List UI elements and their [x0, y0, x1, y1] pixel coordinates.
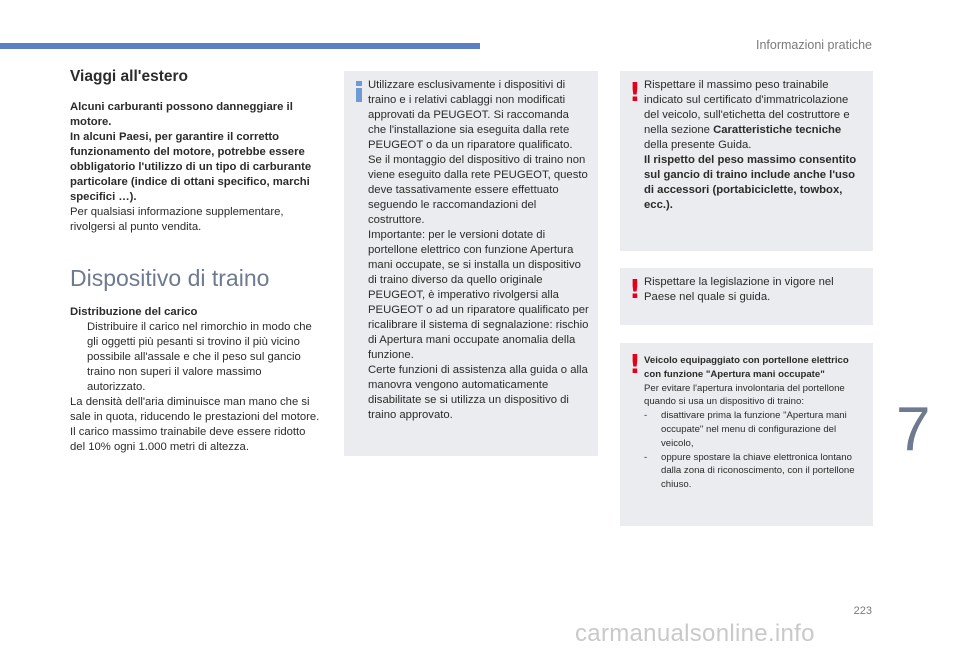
page-number: 223: [853, 605, 872, 617]
warning3-content: [644, 354, 868, 492]
warning3-item: disattivare prima la funzione "Apertura mani occupate" nel menu di configurazione del veicolo,: [661, 410, 847, 449]
heading-viaggi: Viaggi all'estero: [70, 68, 188, 85]
warning1-text-bold: Caratteristiche tecniche: [713, 124, 842, 136]
header-accent-bar: [0, 43, 480, 49]
distribuzione-title: Distribuzione del carico: [70, 306, 198, 318]
warning-box-weight: [620, 71, 873, 251]
warning3-item: oppure spostare la chiave elettronica lontano dalla zona di riconoscimento, con il portellone chiuso.: [661, 451, 855, 491]
warning2-text: Rispettare la legislazione in vigore nel Paese nel quale si guida.: [644, 276, 834, 303]
warning-icon: !: [629, 78, 641, 108]
warning-icon: !: [629, 350, 641, 380]
info-box-text: Utilizzare esclusivamente i dispositivi di traino e i relativi cablaggi non modificati approvati da PEUGEOT. Si raccomanda che l'installazione sia eseguita dalla rete PEUGEOT o da un riparatore qualificato. Se il montaggio del dispositivo di traino non viene eseguito dalla rete PEUGEOT, questo deve tassativamente essere effettuato seguendo le raccomandazioni del costruttore. Importante: per le versioni dotate di portellone elettrico con funzione Apertura mani occupate, se si installa un dispositivo di traino diverso da quello originale PEUGEOT, è imperativo rivolgersi alla PEUGEOT o ad un riparatore qualificato per ricalibrare il sistema di segnalazione: rischio di Apertura mani occupate anomalia della funzione. Certe funzioni di assistenza alla guida o alla manovra vengono automaticamente disabilitate se si utilizza un dispositivo di traino approvato.: [368, 79, 589, 421]
list-item: [644, 451, 868, 492]
warning3-intro: Per evitare l'apertura involontaria del portellone quando si usa un dispositivo di traino:: [644, 382, 845, 408]
info-icon: [352, 81, 366, 103]
bullet-text: Distribuire il carico nel rimorchio in modo che gli oggetti più pesanti si trovino il più vicino possibile all'assale e che il peso sul gancio traino non superi il valore massimo autorizzato.: [87, 321, 312, 393]
viaggi-paragraph: Per qualsiasi informazione supplementare, rivolgersi al punto vendita.: [70, 206, 284, 233]
warning1-text-b: della presente Guida.: [644, 139, 752, 151]
list-item: [644, 409, 868, 450]
warning1-text-a: Rispettare il massimo peso trainabile indicato sul certificato d'immatricolazione del veicolo, sull'etichetta del costruttore e nella sezione: [644, 79, 850, 136]
viaggi-bold-paragraph: Alcuni carburanti possono danneggiare il motore. In alcuni Paesi, per garantire il corretto funzionamento del motore, potrebbe essere obbligatorio l'utilizzo di un tipo di carburante particolare (indice di ottani specifico, marchi specifici …).: [70, 101, 312, 203]
warning-box-tailgate: [620, 343, 873, 526]
warning3-title-a: Veicolo equipaggiato con portellone elettrico con funzione ": [644, 355, 849, 380]
heading-dispositivo-traino: Dispositivo di traino: [70, 265, 270, 291]
list-item: [70, 320, 320, 395]
warning-icon: !: [629, 275, 641, 305]
warning1-bold-paragraph: Il rispetto del peso massimo consentito sul gancio di traino include anche l'uso di accessori (portabiciclette, towbox, ecc.).: [644, 154, 857, 211]
watermark: carmanualsonline.info: [575, 620, 815, 647]
warning-box-legislation: [620, 268, 873, 325]
warning3-title-bold: Apertura mani occupate: [710, 368, 821, 380]
left-column: [70, 68, 320, 455]
section-title: Informazioni pratiche: [755, 38, 872, 52]
warning-box-text: [644, 78, 865, 213]
warning3-title-b: ": [820, 368, 825, 380]
chapter-number: 7: [896, 395, 931, 464]
dash-icon: -: [644, 451, 648, 463]
info-box: [344, 71, 598, 456]
dash-icon: -: [644, 410, 648, 422]
bullet-icon: [70, 320, 87, 395]
density-paragraph: La densità dell'aria diminuisce man mano che si sale in quota, riducendo le prestazioni del motore. Il carico massimo trainabile deve essere ridotto del 10% ogni 1.000 metri di altezza.: [70, 396, 320, 453]
